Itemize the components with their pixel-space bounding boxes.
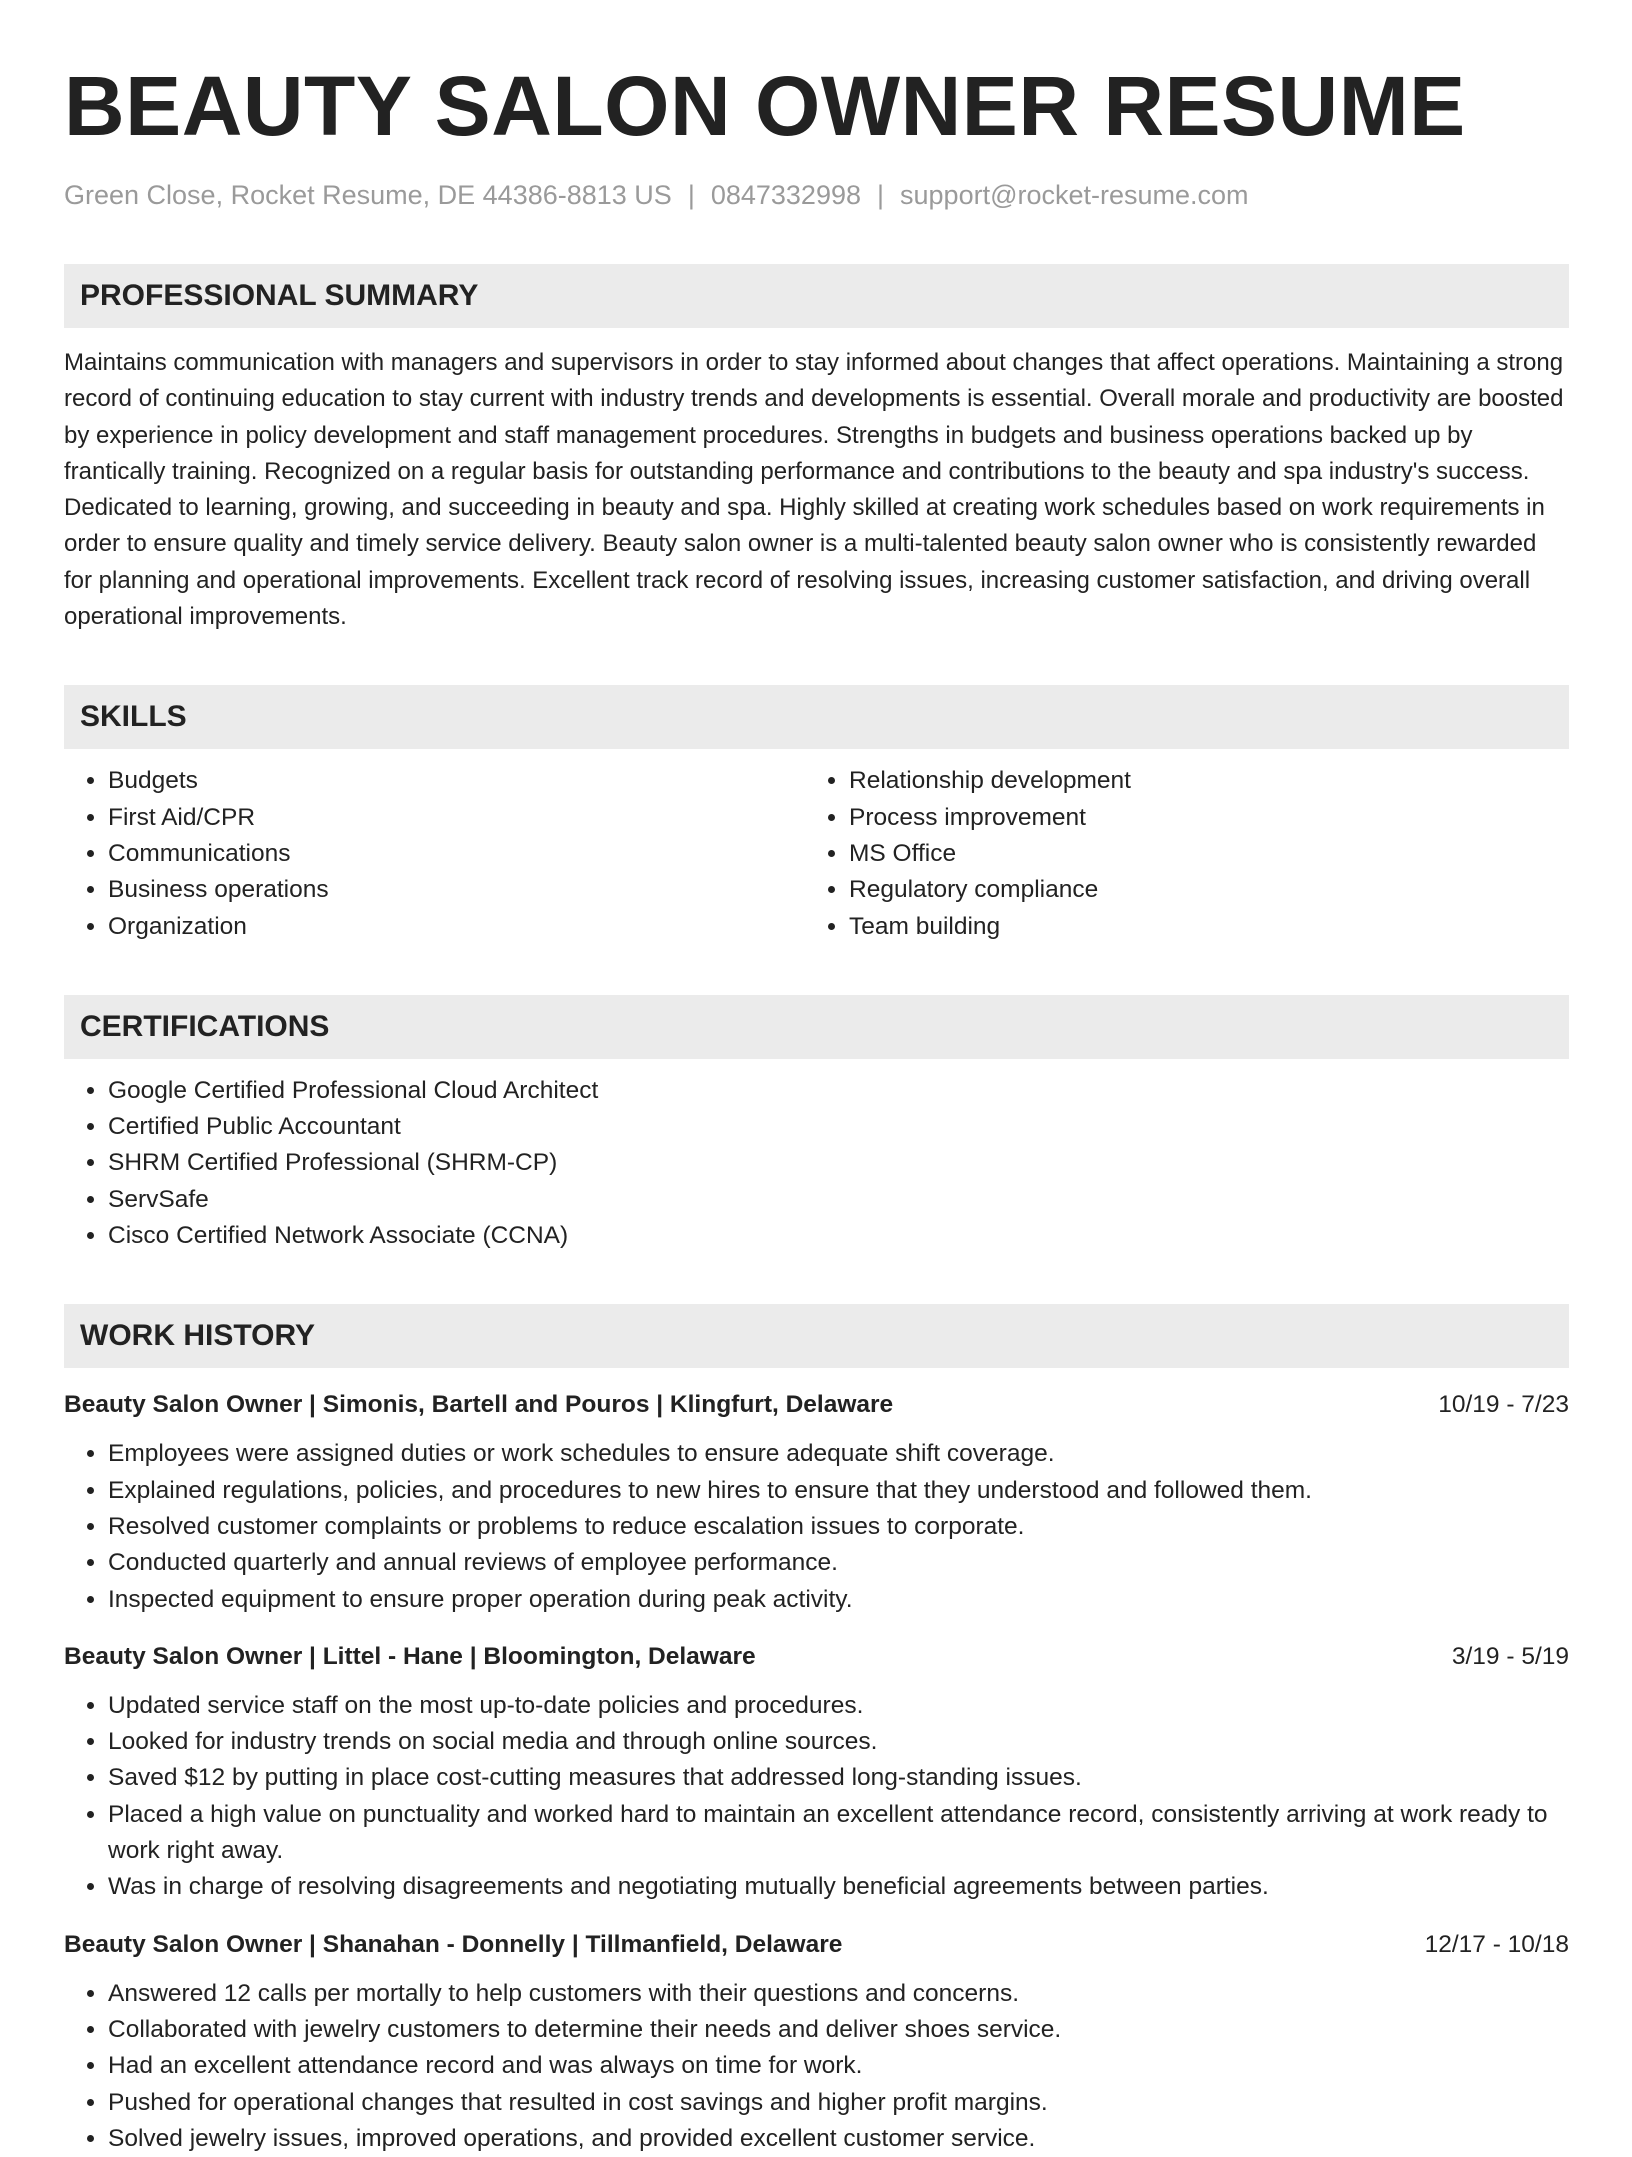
job-bullets <box>64 1688 1569 1906</box>
summary-heading: PROFESSIONAL SUMMARY <box>64 264 1569 328</box>
job-title: Beauty Salon Owner | Simonis, Bartell and Pouros | Klingfurt, Delaware <box>64 1391 894 1419</box>
job-bullet: • Saved $12 by putting in place cost-cutting measures that addressed long-standing issues. <box>108 1760 1569 1796</box>
job-entry <box>64 1640 1569 1906</box>
skill-item: • MS Office <box>849 836 1546 872</box>
job-entry <box>64 1928 1569 2157</box>
contact-line <box>64 178 1569 212</box>
certification-item: • SHRM Certified Professional (SHRM-CP) <box>108 1145 1569 1181</box>
contact-phone: 0847332998 <box>710 180 861 210</box>
skill-item: • Process improvement <box>849 800 1546 836</box>
job-title: Beauty Salon Owner | Shanahan - Donnelly | Tillmanfield, Delaware <box>64 1930 843 1958</box>
skills-list-right <box>805 763 1546 944</box>
job-bullet: • Looked for industry trends on social media and through online sources. <box>108 1724 1569 1760</box>
job-dates: 3/19 - 5/19 <box>1451 1642 1569 1670</box>
job-bullet: • Was in charge of resolving disagreements and negotiating mutually beneficial agreements between parties. <box>108 1869 1569 1905</box>
skills-list-left <box>64 763 805 944</box>
job-title: Beauty Salon Owner | Littel - Hane | Bloomington, Delaware <box>64 1642 756 1670</box>
skill-item: • First Aid/CPR <box>108 800 805 836</box>
job-bullet: • Resolved customer complaints or problems to reduce escalation issues to corporate. <box>108 1509 1569 1545</box>
contact-email: support@rocket-resume.com <box>900 180 1249 210</box>
job-bullets <box>64 1976 1569 2157</box>
certification-item: • Google Certified Professional Cloud Architect <box>108 1073 1569 1109</box>
job-dates: 12/17 - 10/18 <box>1424 1930 1569 1958</box>
contact-address: Green Close, Rocket Resume, DE 44386-8813 US <box>64 180 672 210</box>
job-dates: 10/19 - 7/23 <box>1438 1391 1569 1419</box>
job-bullets <box>64 1436 1569 1617</box>
job-bullet: • Updated service staff on the most up-to-date policies and procedures. <box>108 1688 1569 1724</box>
certification-item: • Cisco Certified Network Associate (CCNA) <box>108 1218 1569 1254</box>
certifications-list <box>64 1073 1569 1254</box>
skill-item: • Communications <box>108 836 805 872</box>
job-bullet: • Employees were assigned duties or work schedules to ensure adequate shift coverage. <box>108 1436 1569 1472</box>
skill-item: • Regulatory compliance <box>849 872 1546 908</box>
summary-text: Maintains communication with managers and supervisors in order to stay informed about changes that affect operations. Maintaining a strong record of continuing education to stay current with industry trends and developments is essential. Overall morale and productivity are boosted by experience in policy development and staff management procedures. Strengths in budgets and business operations backed up by frantically training. Recognized on a regular basis for outstanding performance and contributions to the beauty and spa industry's success. Dedicated to learning, growing, and succeeding in beauty and spa. Highly skilled at creating work schedules based on work requirements in order to ensure quality and timely service delivery. Beauty salon owner is a multi-talented beauty salon owner who is consistently rewarded for planning and operational improvements. Excellent track record of resolving issues, increasing customer satisfaction, and driving overall operational improvements. <box>64 349 1564 631</box>
skill-item: • Business operations <box>108 872 805 908</box>
resume-title: BEAUTY SALON OWNER RESUME <box>64 59 1466 153</box>
job-bullet: • Solved jewelry issues, improved operations, and provided excellent customer service. <box>108 2121 1569 2157</box>
job-bullet: • Conducted quarterly and annual reviews of employee performance. <box>108 1545 1569 1581</box>
job-header <box>64 1640 1569 1674</box>
job-bullet: • Placed a high value on punctuality and worked hard to maintain an excellent attendance record, consistently arriving at work ready to work right away. <box>108 1797 1569 1870</box>
certification-item: • ServSafe <box>108 1182 1569 1218</box>
job-header <box>64 1928 1569 1962</box>
skill-item: • Relationship development <box>849 763 1546 799</box>
job-bullet: • Pushed for operational changes that resulted in cost savings and higher profit margins. <box>108 2085 1569 2121</box>
job-bullet: • Inspected equipment to ensure proper operation during peak activity. <box>108 1582 1569 1618</box>
job-header <box>64 1388 1569 1422</box>
skill-item: • Budgets <box>108 763 805 799</box>
job-bullet: • Explained regulations, policies, and procedures to new hires to ensure that they understood and followed them. <box>108 1473 1569 1509</box>
skills-grid <box>64 749 1569 944</box>
certification-item: • Certified Public Accountant <box>108 1109 1569 1145</box>
job-bullet: • Had an excellent attendance record and was always on time for work. <box>108 2048 1569 2084</box>
contact-separator: | <box>687 180 695 210</box>
job-entry <box>64 1388 1569 1617</box>
job-bullet: • Answered 12 calls per mortally to help customers with their questions and concerns. <box>108 1976 1569 2012</box>
certifications-heading: CERTIFICATIONS <box>64 995 1569 1059</box>
skills-heading: SKILLS <box>64 685 1569 749</box>
skill-item: • Team building <box>849 909 1546 945</box>
job-bullet: • Collaborated with jewelry customers to determine their needs and deliver shoes service. <box>108 2012 1569 2048</box>
skill-item: • Organization <box>108 909 805 945</box>
contact-separator: | <box>877 180 885 210</box>
work-history-heading: WORK HISTORY <box>64 1304 1569 1368</box>
